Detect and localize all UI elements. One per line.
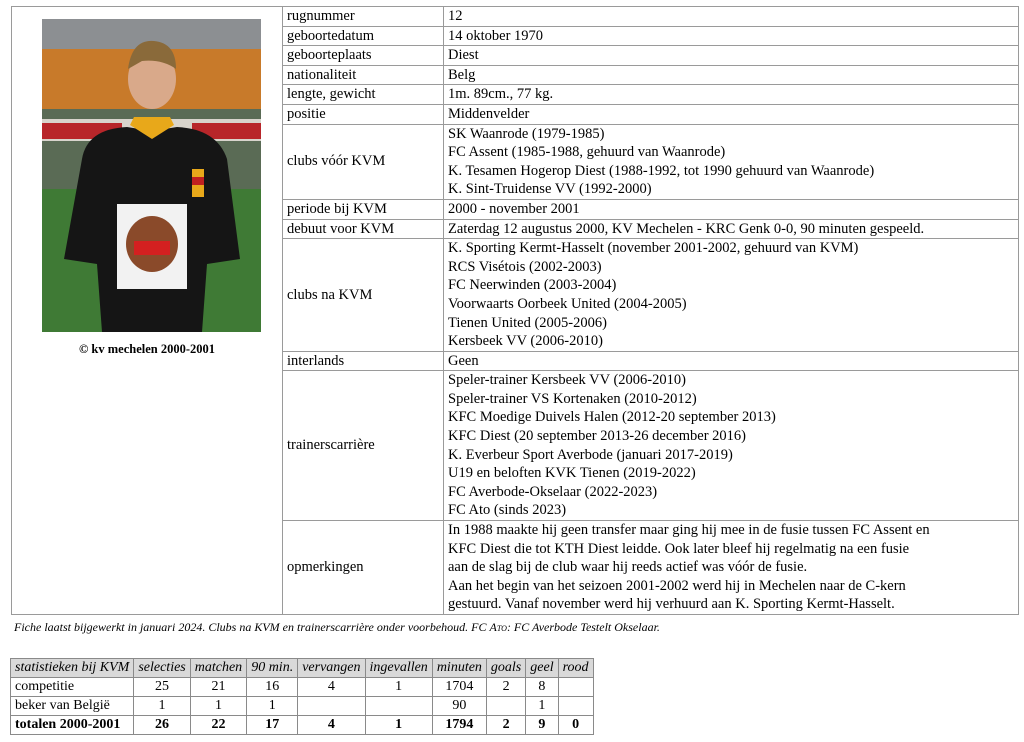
table-cell: 16 [247,678,298,697]
table-cell: 4 [298,716,365,735]
table-cell: 1 [365,716,432,735]
list-item: Tienen United (2005-2006) [448,314,607,331]
note-text: Fiche laatst bijgewerkt in januari 2024. Clubs na KVM en trainerscarrière onder voorbehoud. FC [14,620,490,634]
table-cell: 4 [298,678,365,697]
value-geboorteplaats: Diest [444,46,1019,66]
list-item: Speler-trainer Kersbeek VV (2006-2010) [448,372,686,389]
table-row [11,678,594,697]
table-cell: 9 [526,716,558,735]
table-cell: 21 [190,678,246,697]
table-cell [486,697,525,716]
table-cell: 25 [134,678,190,697]
stats-header: 90 min. [247,659,298,678]
value-trainer [444,371,1019,521]
stats-table [10,658,594,735]
remark-line: aan de slag bij de club waar hij reeds actief was vóór de fusie. [448,559,808,576]
list-item: Speler-trainer VS Kortenaken (2010-2012) [448,390,697,407]
row-label: totalen 2000-2001 [11,716,134,735]
stats-header: vervangen [298,659,365,678]
table-cell [298,697,365,716]
list-item: FC Averbode-Okselaar (2022-2023) [448,483,658,500]
value-lengte: 1m. 89cm., 77 kg. [444,85,1019,105]
value-interlands: Geen [444,351,1019,371]
player-info-table [11,6,1019,615]
list-item: KFC Diest (20 september 2013-26 december 2016) [448,428,746,445]
table-cell [365,697,432,716]
label-trainer: trainerscarrière [283,371,444,521]
remark-line: gestuurd. Vanaf november werd hij verhuurd aan K. Sporting Kermt-Hasselt. [448,596,895,613]
note-abbrev: Ato [489,620,507,634]
table-cell: 1704 [432,678,486,697]
label-positie: positie [283,104,444,124]
table-cell: 1 [134,697,190,716]
table-cell: 22 [190,716,246,735]
player-photo [42,19,261,332]
stats-header: goals [486,659,525,678]
list-item: FC Assent (1985-1988, gehuurd van Waanrode) [448,144,726,161]
table-cell [558,697,593,716]
list-item: Voorwaarts Oorbeek United (2004-2005) [448,295,687,312]
label-geboorteplaats: geboorteplaats [283,46,444,66]
table-cell: 8 [526,678,558,697]
stats-header: minuten [432,659,486,678]
list-item: K. Tesamen Hogerop Diest (1988-1992, tot 1990 gehuurd van Waanrode) [448,162,875,179]
update-note [14,620,660,635]
stats-header: statistieken bij KVM [11,659,134,678]
table-cell: 17 [247,716,298,735]
value-clubs-voor [444,124,1019,199]
list-item: K. Everbeur Sport Averbode (januari 2017-2019) [448,446,733,463]
stats-header: geel [526,659,558,678]
table-cell: 2 [486,678,525,697]
photo-caption: © kv mechelen 2000-2001 [78,342,216,356]
label-geboortedatum: geboortedatum [283,26,444,46]
label-opmerkingen: opmerkingen [283,521,444,615]
table-cell [558,678,593,697]
row-label: competitie [11,678,134,697]
list-item: FC Neerwinden (2003-2004) [448,277,617,294]
stats-header: ingevallen [365,659,432,678]
table-cell: 1 [190,697,246,716]
table-cell: 1 [247,697,298,716]
remark-line: KFC Diest die tot KTH Diest leidde. Ook later bleef hij regelmatig na een fusie [448,540,910,557]
value-positie: Middenvelder [444,104,1019,124]
value-clubs-na [444,239,1019,352]
label-clubs-na: clubs na KVM [283,239,444,352]
table-row [11,697,594,716]
list-item: SK Waanrode (1979-1985) [448,125,605,142]
stats-header: selecties [134,659,190,678]
value-rugnummer: 12 [444,7,1019,27]
value-debuut: Zaterdag 12 augustus 2000, KV Mechelen - KRC Genk 0-0, 90 minuten gespeeld. [444,219,1019,239]
value-periode: 2000 - november 2001 [444,199,1019,219]
stats-header-row [11,659,594,678]
table-cell: 0 [558,716,593,735]
row-label: beker van België [11,697,134,716]
label-clubs-voor: clubs vóór KVM [283,124,444,199]
remark-line: Aan het begin van het seizoen 2001-2002 werd hij in Mechelen naar de C-kern [448,577,906,594]
label-interlands: interlands [283,351,444,371]
stats-header: rood [558,659,593,678]
list-item: K. Sporting Kermt-Hasselt (november 2001-2002, gehuurd van KVM) [448,240,859,257]
table-cell: 1 [365,678,432,697]
list-item: K. Sint-Truidense VV (1992-2000) [448,181,652,198]
label-nationaliteit: nationaliteit [283,65,444,85]
list-item: KFC Moedige Duivels Halen (2012-20 september 2013) [448,409,776,426]
remark-line: In 1988 maakte hij geen transfer maar ging hij mee in de fusie tussen FC Assent en [448,522,930,539]
stats-header: matchen [190,659,246,678]
list-item: Kersbeek VV (2006-2010) [448,333,603,350]
list-item: RCS Visétois (2002-2003) [448,258,602,275]
list-item: U19 en beloften KVK Tienen (2019-2022) [448,465,696,482]
list-item: FC Ato (sinds 2023) [448,502,567,519]
value-opmerkingen [444,521,1019,615]
label-lengte: lengte, gewicht [283,85,444,105]
label-rugnummer: rugnummer [283,7,444,27]
value-nationaliteit: Belg [444,65,1019,85]
table-cell: 90 [432,697,486,716]
value-geboortedatum: 14 oktober 1970 [444,26,1019,46]
note-text-end: : FC Averbode Testelt Okselaar. [506,620,660,634]
table-row-total [11,716,594,735]
photo-cell [12,7,283,615]
table-cell: 1794 [432,716,486,735]
table-cell: 2 [486,716,525,735]
label-debuut: debuut voor KVM [283,219,444,239]
label-periode: periode bij KVM [283,199,444,219]
table-cell: 26 [134,716,190,735]
table-cell: 1 [526,697,558,716]
